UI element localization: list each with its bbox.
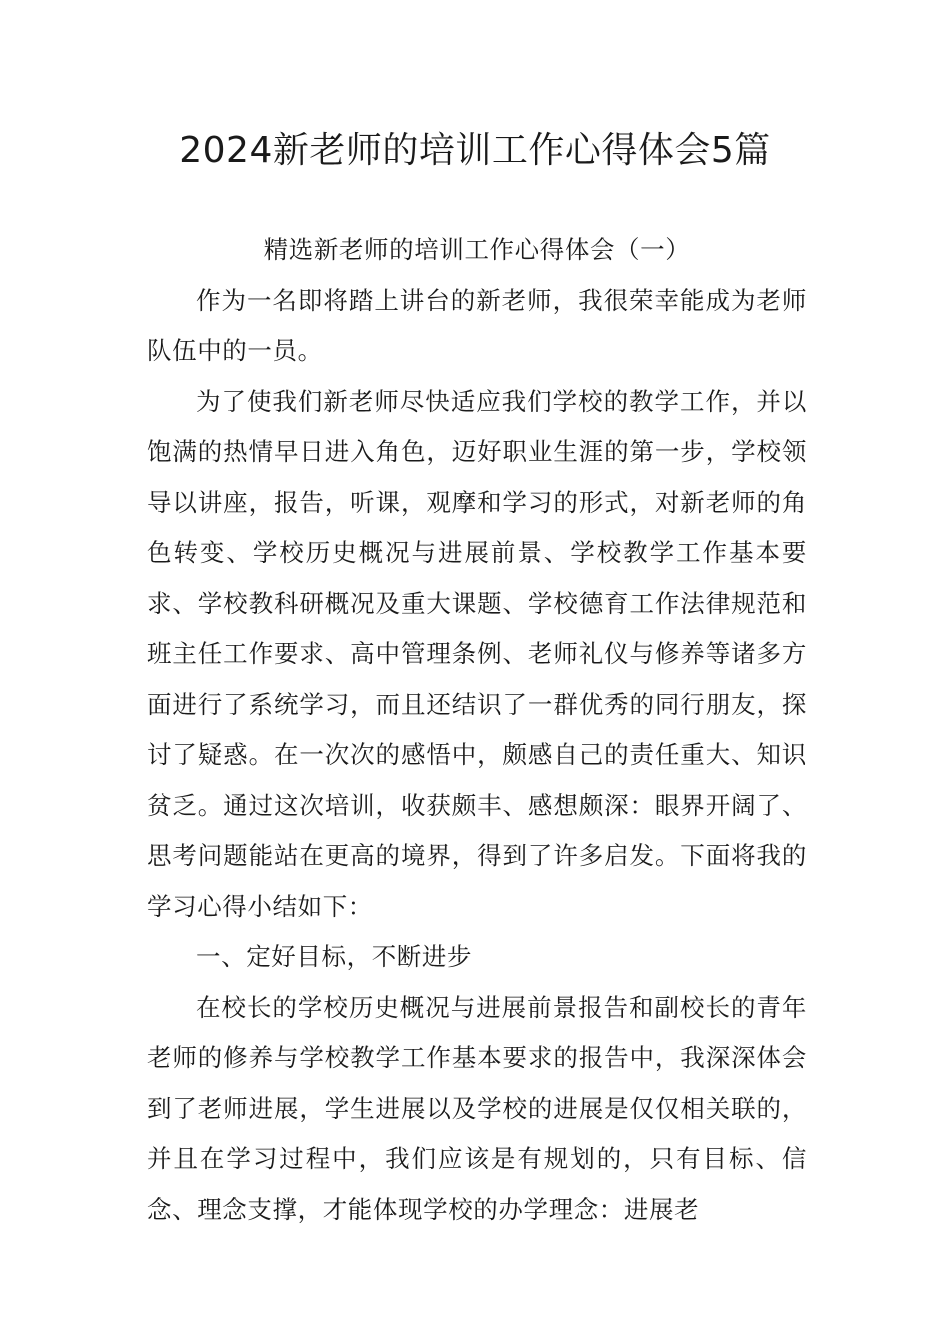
document-body	[147, 225, 807, 1235]
paragraph-goals: 在校长的学校历史概况与进展前景报告和副校长的青年老师的修养与学校教学工作基本要求的报告中，我深深体会到了老师进展，学生进展以及学校的进展是仅仅相关联的，并且在学习过程中，我们应该是有规划的，只有目标、信念、理念支撑，才能体现学校的办学理念：进展老	[147, 992, 807, 1224]
section-heading-goals: 一、定好目标，不断进步	[196, 942, 473, 971]
paragraph-intro: 作为一名即将踏上讲台的新老师，我很荣幸能成为老师队伍中的一员。	[147, 285, 807, 365]
paragraph-training: 为了使我们新老师尽快适应我们学校的教学工作，并以饱满的热情早日进入角色，迈好职业生涯的第一步，学校领导以讲座，报告，听课，观摩和学习的形式，对新老师的角色转变、学校历史概况与进展前景、学校教学工作基本要求、学校教科研概况及重大课题、学校德育工作法律规范和班主任工作要求、高中管理条例、老师礼仪与修养等诸多方面进行了系统学习，而且还结识了一群优秀的同行朋友，探讨了疑惑。在一次次的感悟中，颇感自己的责任重大、知识贫乏。通过这次培训，收获颇丰、感想颇深：眼界开阔了、思考问题能站在更高的境界，得到了许多启发。下面将我的学习心得小结如下：	[147, 386, 807, 921]
document-title: 2024新老师的培训工作心得体会5篇	[179, 130, 771, 171]
section-subtitle: 精选新老师的培训工作心得体会（一）	[263, 235, 691, 264]
